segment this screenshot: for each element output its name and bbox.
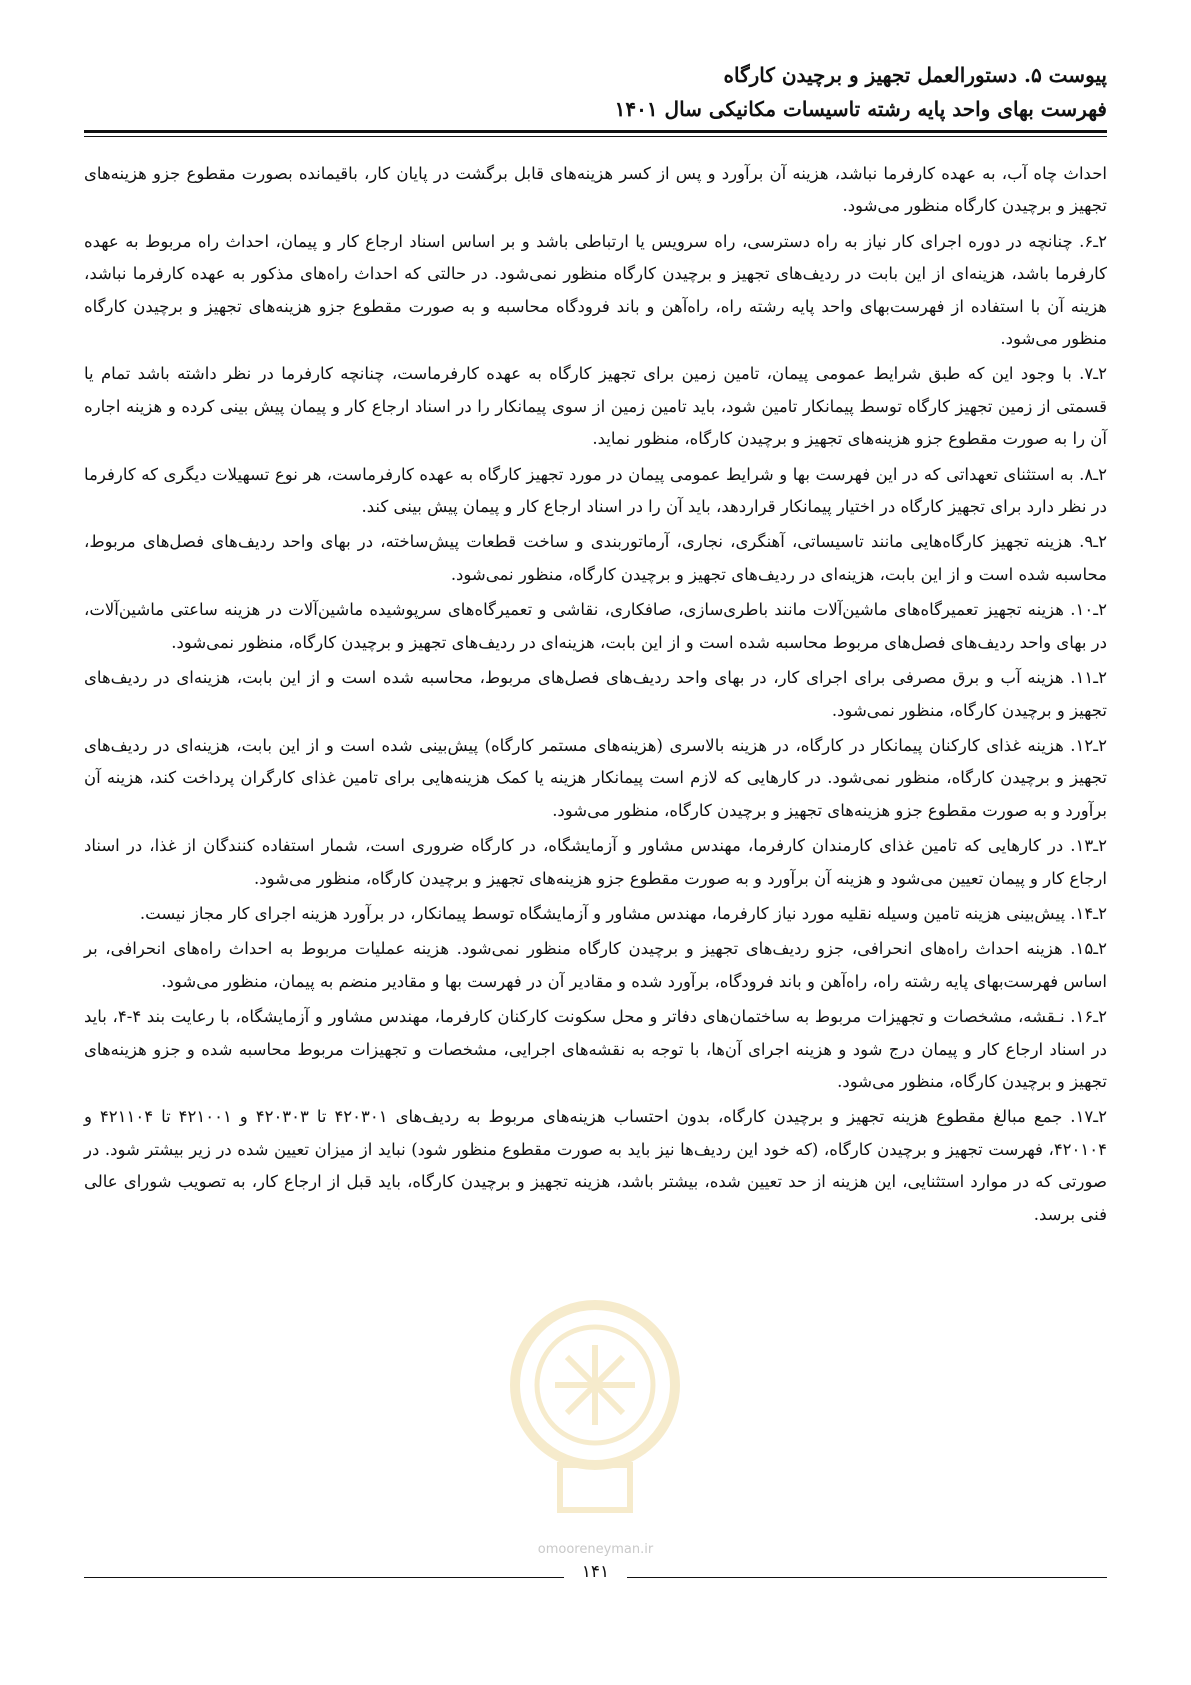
paragraph-2-15: ۲ـ۱۵. هزینه احداث راه‌های انحرافی، جزو ردیف‌های تجهیز و برچیدن کارگاه منظور نمی‌شود. هزینه عملیات مربوط به احداث راه‌های انحرافی، بر اساس فهرست‌بهای پایه رشته راه، راه‌آهن و باند فرودگاه، برآورد شده و مقادیر آن در فهرست بها و مقادیر منضم به پیمان، منظور می‌شود.	[84, 939, 1107, 991]
watermark-url: omooreneyman.ir	[537, 1542, 654, 1557]
paragraph-2-7: ۲ـ۷. با وجود این که طبق شرایط عمومی پیمان، تامین زمین برای تجهیز کارگاه به عهده کارفرماست، چنانچه کارفرما در نظر داشته باشد تمام یا قسمتی از زمین تجهیز کارگاه توسط پیمانکار تامین شود، باید تامین زمین از سوی پیمانکار را در اسناد ارجاع کار و پیمان پیش بینی کرده و هزینه اجاره آن را به صورت مقطوع جزو هزینه‌های تجهیز و برچیدن کارگاه، منظور نماید.	[84, 364, 1107, 449]
paragraph-2-12: ۲ـ۱۲. هزینه غذای کارکنان پیمانکار در کارگاه، در هزینه بالاسری (هزینه‌های مستمر کارگاه) پیش‌بینی شده است و از این بابت، هزینه‌ای در ردیف‌های تجهیز و برچیدن کارگاه، منظور نمی‌شود. در کارهایی که لازم است پیمانکار هزینه یا کمک هزینه‌هایی برای تامین غذای کارگران پرداخت کند، هزینه آن برآورد و به صورت مقطوع جزو هزینه‌های تجهیز و برچیدن کارگاه، منظور می‌شود.	[84, 735, 1107, 820]
header-price-list-title: فهرست بهای واحد پایه رشته تاسیسات مکانیکی سال ۱۴۰۱	[614, 97, 1107, 121]
paragraph-2-9: ۲ـ۹. هزینه تجهیز کارگاه‌هایی مانند تاسیساتی، آهنگری، نجاری، آرماتوربندی و ساخت قطعات پیش‌ساخته، در بهای واحد ردیف‌های فصل‌های مربوط، محاسبه شده است و از این بابت، هزینه‌ای در ردیف‌های تجهیز و برچیدن کارگاه، منظور نمی‌شود.	[84, 532, 1107, 584]
header-rule-thin	[84, 136, 1107, 137]
paragraph-2-6: ۲ـ۶. چنانچه در دوره اجرای کار نیاز به راه دسترسی، راه سرویس یا ارتباطی باشد و بر اساس اسناد ارجاع کار و پیمان، احداث راه مربوط به عهده کارفرما باشد، هزینه‌ای از این بابت در ردیف‌های تجهیز و برچیدن کارگاه منظور نمی‌شود. در حالتی که احداث راه‌های مذکور به عهده کارفرما نباشد، هزینه آن با استفاده از فهرست‌بهای واحد پایه رشته راه، راه‌آهن و باند فرودگاه محاسبه و به صورت مقطوع جزو هزینه‌های تجهیز و برچیدن کارگاه منظور می‌شود.	[84, 231, 1107, 349]
page-number: ۱۴۱	[581, 1562, 610, 1582]
paragraph-2-5-continued: احداث چاه آب، به عهده کارفرما نباشد، هزینه آن برآورد و پس از کسر هزینه‌های قابل برگشت در پایان کار، باقیمانده بصورت مقطوع جزو هزینه‌های تجهیز و برچیدن کارگاه منظور می‌شود.	[84, 164, 1107, 216]
document-body	[84, 158, 1107, 1234]
header-appendix-title: پیوست ۵. دستورالعمل تجهیز و برچیدن کارگاه	[723, 63, 1107, 87]
paragraph-2-16: ۲ـ۱۶. نـقشه، مشخصات و تجهیزات مربوط به ساختمان‌های دفاتر و محل سکونت کارکنان کارفرما، مهندس مشاور و آزمایشگاه، با رعایت بند ۴-۴، باید در اسناد ارجاع کار و پیمان درج شود و هزینه اجرای آن‌ها، با توجه به نقشه‌های اجرایی، مشخصات و تجهیزات مربوط محاسبه شده و جزو هزینه‌های تجهیز و برچیدن کارگاه، منظور می‌شود.	[84, 1007, 1107, 1091]
header-rule-thick	[84, 130, 1107, 133]
paragraph-2-13: ۲ـ۱۳. در کارهایی که تامین غذای کارمندان کارفرما، مهندس مشاور و آزمایشگاه، در کارگاه ضروری است، شمار استفاده کنندگان از غذا، در اسناد ارجاع کار و پیمان تعیین می‌شود و هزینه آن برآورد و به صورت مقطوع جزو هزینه‌های تجهیز و برچیدن کارگاه، منظور می‌شود.	[84, 836, 1107, 888]
page-header	[84, 58, 1107, 126]
paragraph-2-17: ۲ـ۱۷. جمع مبالغ مقطوع هزینه تجهیز و برچیدن کارگاه، بدون احتساب هزینه‌های مربوط به ردیف‌های ۴۲۰۳۰۱ تا ۴۲۰۳۰۳ و ۴۲۱۰۰۱ تا ۴۲۱۱۰۴ و ۴۲۰۱۰۴، فهرست تجهیز و برچیدن کارگاه، (که خود این ردیف‌ها نیز باید به صورت مقطوع منظور شود) نباید از میزان تعیین شده در زیر بیشتر شود. در صورتی که در موارد استثنایی، این هزینه از حد تعیین شده، بیشتر باشد، هزینه تجهیز و برچیدن کارگاه، باید قبل از ارجاع کار، به تصویب شورای عالی فنی برسد.	[84, 1107, 1108, 1224]
paragraph-2-8: ۲ـ۸. به استثنای تعهداتی که در این فهرست بها و شرایط عمومی پیمان در مورد تجهیز کارگاه به عهده کارفرماست، هر نوع تسهیلات دیگری که کارفرما در نظر دارد برای تجهیز کارگاه در اختیار پیمانکار قراردهد، باید آن را در اسناد ارجاع کار و پیمان پیش بینی کند.	[84, 464, 1107, 517]
paragraph-2-10: ۲ـ۱۰. هزینه تجهیز تعمیرگاه‌های ماشین‌آلات مانند باطری‌سازی، صافکاری، نقاشی و تعمیرگاه‌های سرپوشیده ماشین‌آلات در هزینه ساعتی ماشین‌آلات، در بهای واحد ردیف‌های فصل‌های مربوط محاسبه شده است و از این بابت، هزینه‌ای در ردیف‌های تجهیز و برچیدن کارگاه، منظور نمی‌شود.	[84, 600, 1107, 652]
watermark-logo-icon	[500, 1290, 690, 1520]
paragraph-2-14: ۲ـ۱۴. پیش‌بینی هزینه تامین وسیله نقلیه مورد نیاز کارفرما، مهندس مشاور و آزمایشگاه توسط پیمانکار، در برآورد هزینه اجرای کار مجاز نیست.	[139, 903, 1107, 923]
paragraph-2-11: ۲ـ۱۱. هزینه آب و برق مصرفی برای اجرای کار، در بهای واحد ردیف‌های فصل‌های مربوط، محاسبه شده است و از این بابت، هزینه‌ای در ردیف‌های تجهیز و برچیدن کارگاه، منظور نمی‌شود.	[84, 668, 1107, 720]
